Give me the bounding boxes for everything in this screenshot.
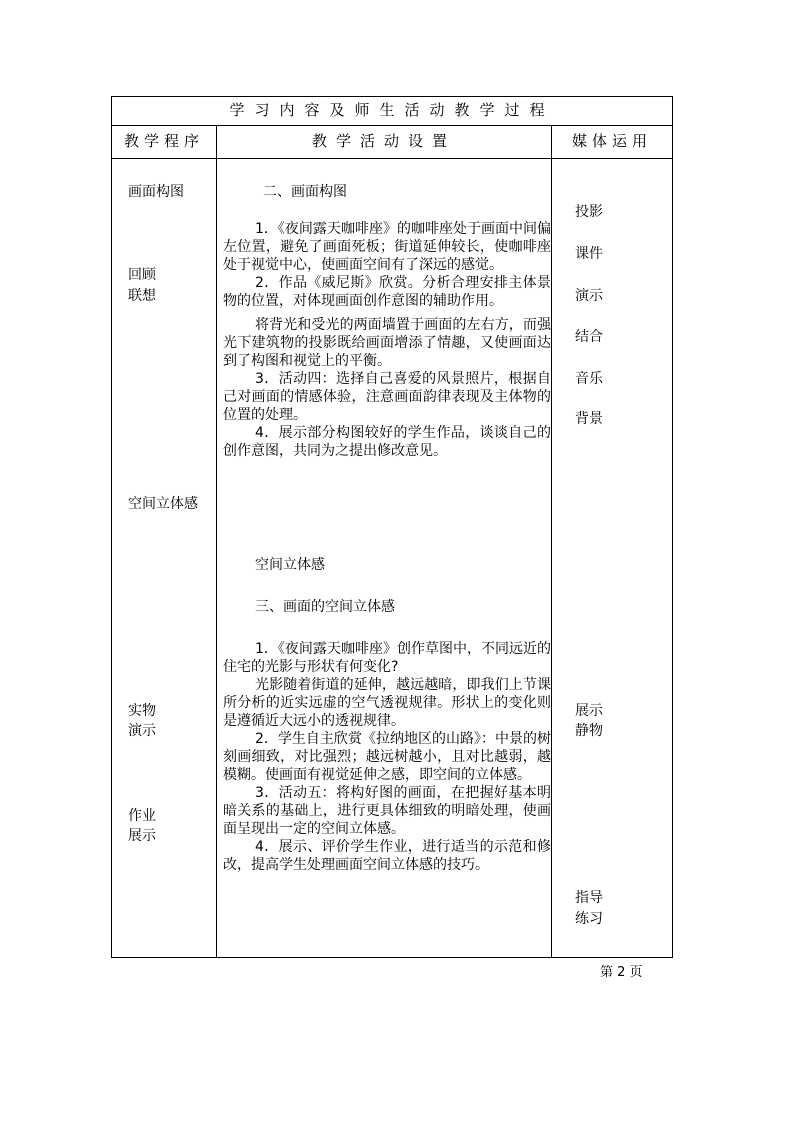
media-label: 指导 (575, 890, 603, 906)
section-heading (223, 183, 551, 201)
media-label: 静物 (575, 723, 603, 739)
section-heading (223, 598, 551, 616)
paragraph: 2．作品《威尼斯》欣赏。分析合理安排主体景物的位置，对体现画面创作意图的辅助作用。 (223, 275, 551, 309)
lesson-table (111, 96, 673, 958)
media-label: 展示 (575, 703, 603, 719)
media-label: 课件 (575, 246, 603, 262)
paragraph: 1．《夜间露天咖啡座》的咖啡座处于画面中间偏左位置，避免了画面死板；街道延伸较长，使咖啡座处于视觉中心，使画面空间有了深远的感觉。 (223, 221, 551, 273)
procedure-label: 空间立体感 (128, 496, 198, 512)
media-label: 演示 (575, 288, 603, 304)
subheading-space: 空间立体感 (255, 557, 325, 573)
heading-composition: 二、画面构图 (263, 184, 347, 200)
paragraph: 3．活动四：选择自己喜爱的风景照片，根据自己对画面的情感体验，注意画面韵律表现及主体物的位置的处理。 (223, 371, 551, 423)
header-activities: 教学活动设置 (311, 132, 456, 150)
header-procedure: 教学程序 (123, 132, 204, 150)
section-subheading (223, 556, 551, 574)
column-divider-1 (216, 125, 217, 957)
procedure-label: 回顾 (128, 267, 156, 283)
procedure-label: 联想 (128, 288, 156, 304)
media-label: 结合 (575, 329, 603, 345)
procedure-label: 演示 (128, 723, 156, 739)
procedure-label: 作业 (128, 808, 156, 824)
heading-space: 三、画面的空间立体感 (255, 599, 395, 615)
column-divider-2 (551, 125, 552, 957)
page-number: 第 2 页 (600, 965, 643, 980)
table-header-row (112, 125, 672, 159)
paragraph: 4．展示部分构图较好的学生作品，谈谈自己的创作意图，共同为之提出修改意见。 (223, 425, 551, 459)
content-block (223, 640, 551, 874)
media-label: 练习 (575, 911, 603, 927)
paragraph: 2．学生自主欣赏《拉纳地区的山路》：中景的树刻画细致，对比强烈；越远树越小，且对比越弱，越模糊。使画面有视觉延伸之感，即空间的立体感。 (223, 731, 551, 783)
procedure-label: 展示 (128, 828, 156, 844)
paragraph: 4．展示、评价学生作业，进行适当的示范和修改，提高学生处理画面空间立体感的技巧。 (223, 839, 551, 873)
media-label: 投影 (575, 204, 603, 220)
paragraph: 将背光和受光的两面墙置于画面的左右方，而强光下建筑物的投影既给画面增添了情趣，又使画面达到了构图和视觉上的平衡。 (223, 317, 551, 369)
header-media: 媒体运用 (571, 132, 652, 150)
procedure-label: 实物 (128, 703, 156, 719)
content-block (223, 220, 551, 460)
paragraph: 1．《夜间露天咖啡座》创作草图中，不同远近的住宅的光影与形状有何变化? (223, 641, 551, 675)
paragraph: 3．活动五：将构好图的画面，在把握好基本明暗关系的基础上，进行更具体细致的明暗处理，使画面呈现出一定的空间立体感。 (223, 785, 551, 837)
media-label: 背景 (575, 411, 603, 427)
table-title: 学习内容及师生活动教学过程 (112, 97, 672, 126)
procedure-label: 画面构图 (128, 184, 184, 200)
media-label: 音乐 (575, 371, 603, 387)
paragraph: 光影随着街道的延伸，越远越暗，即我们上节课所分析的近实远虚的空气透视规律。形状上的变化则是遵循近大远小的透视规律。 (223, 677, 551, 729)
